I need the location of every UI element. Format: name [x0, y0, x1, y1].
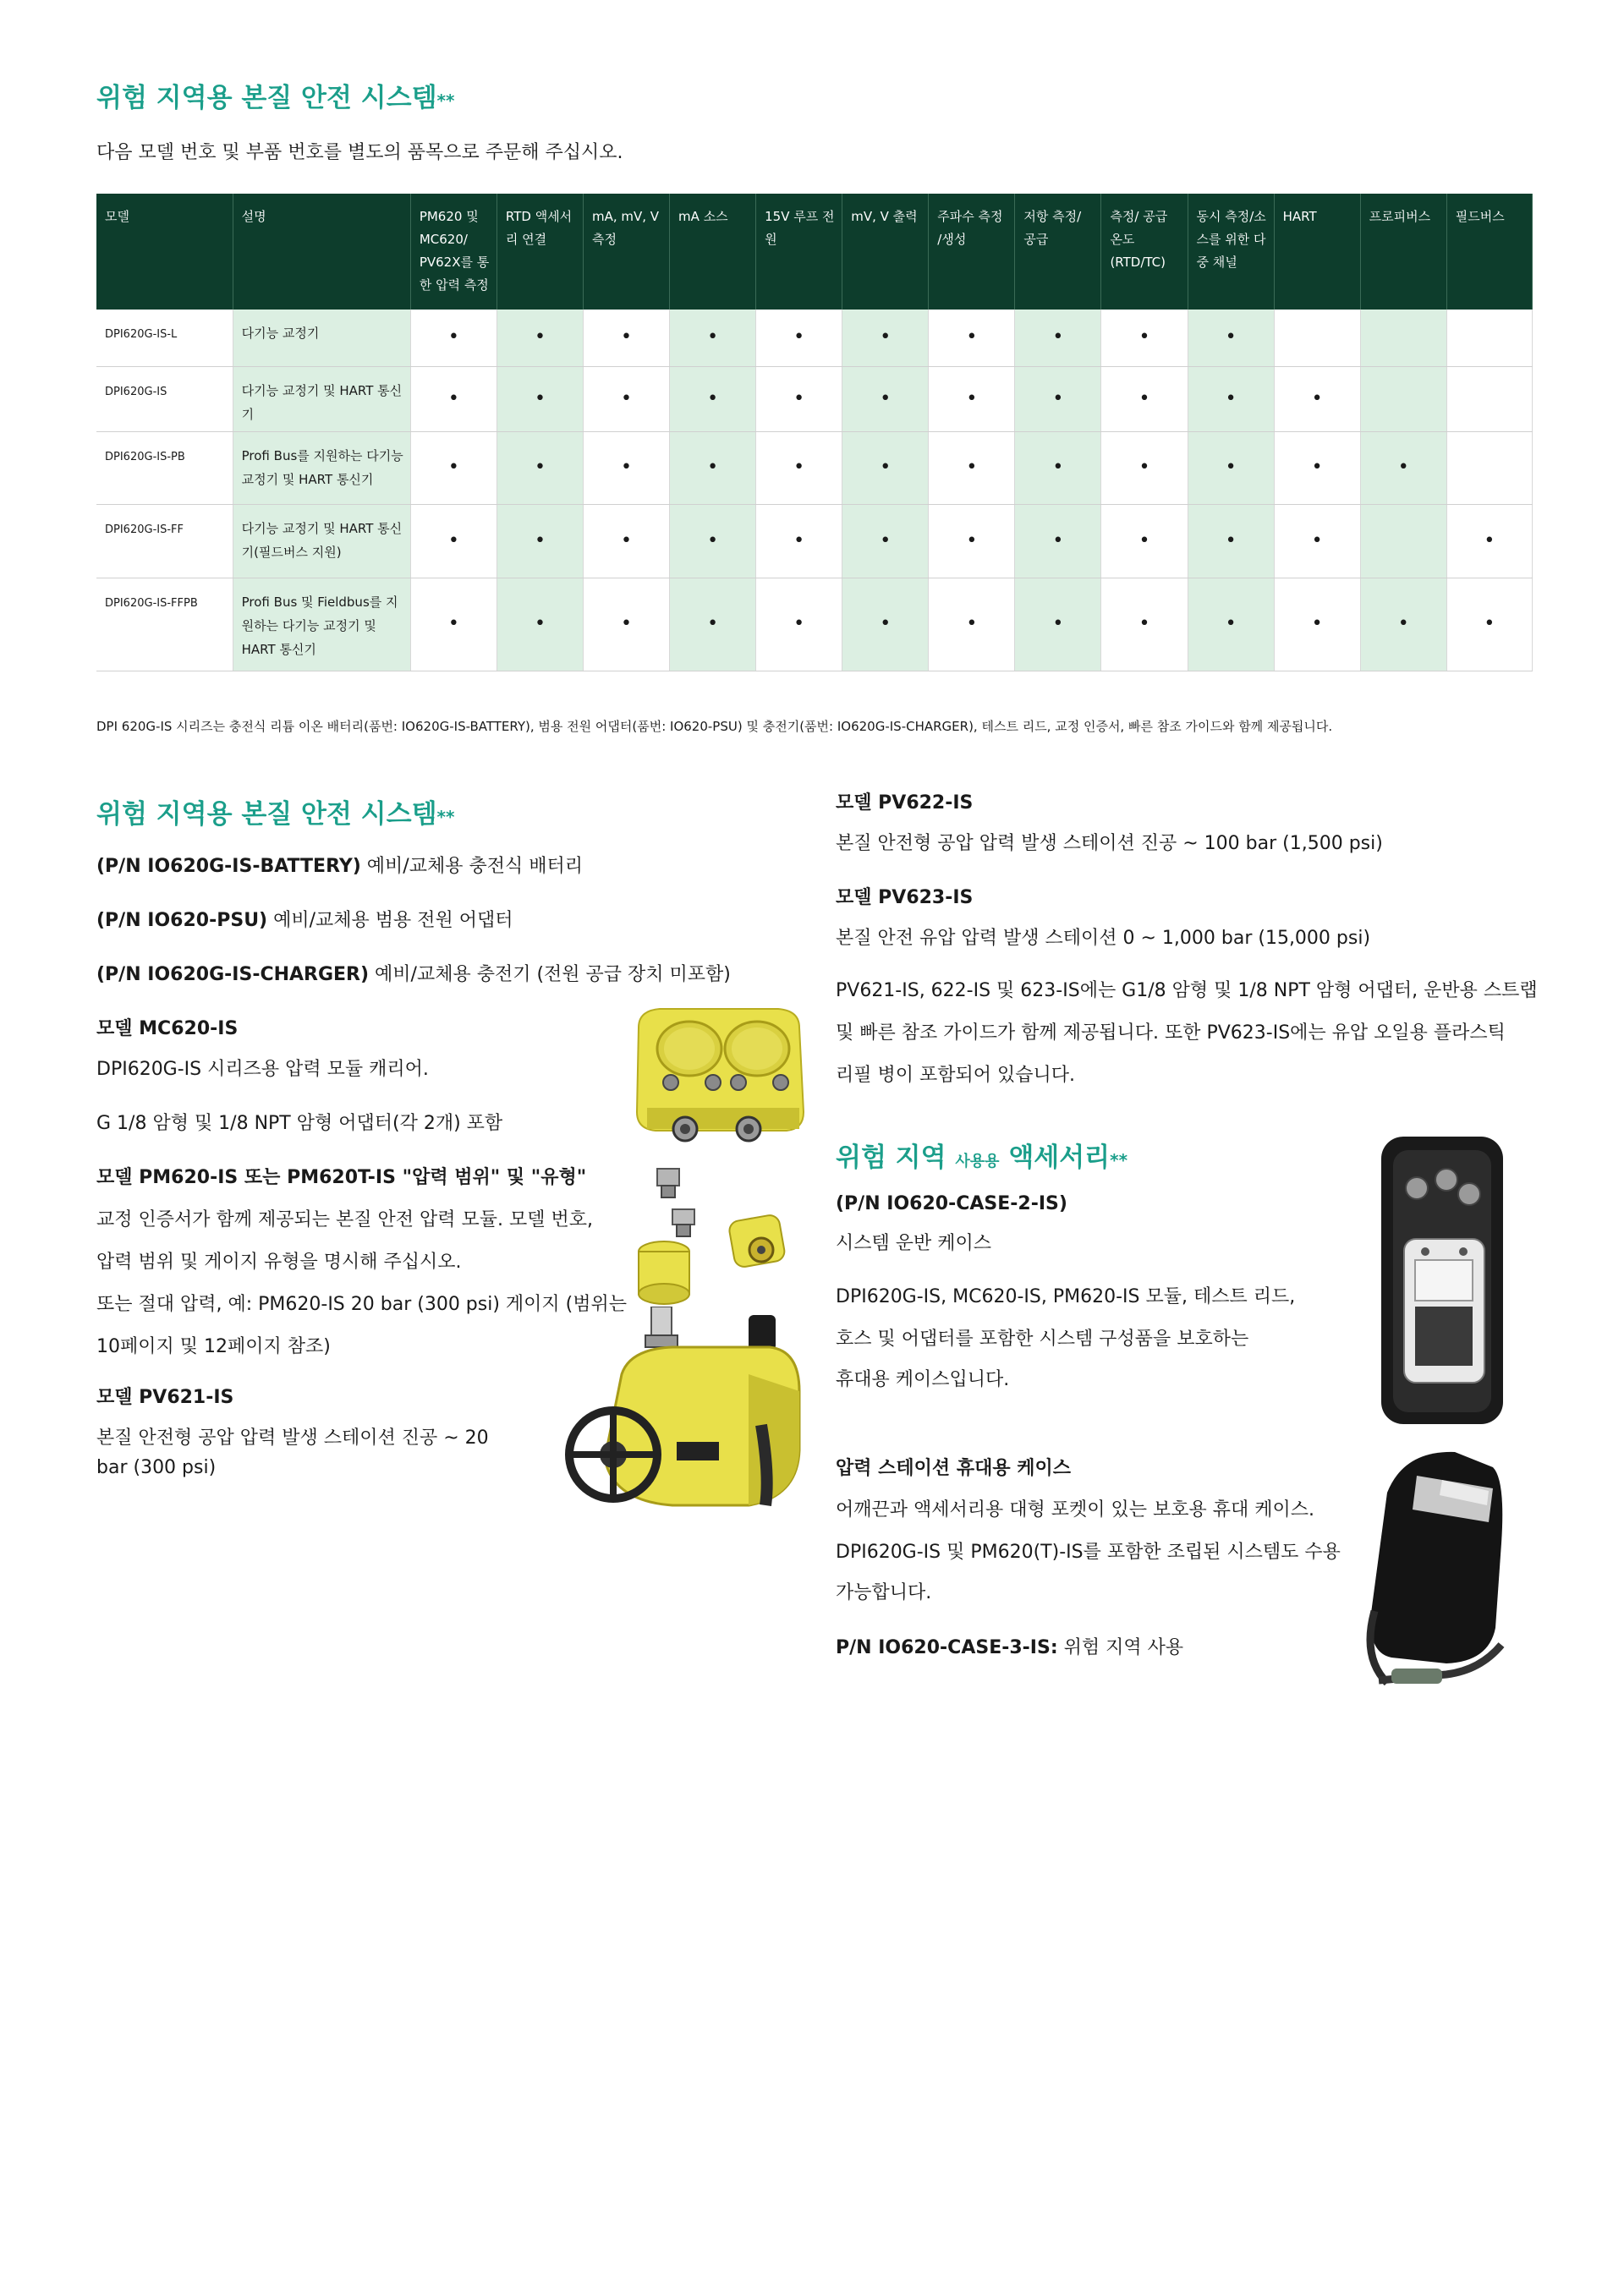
- feature-cell: [1015, 431, 1101, 504]
- feature-dot: •: [707, 387, 719, 409]
- feature-dot: •: [793, 387, 805, 409]
- psu-desc: 예비/교체용 범용 전원 어댑터: [267, 910, 513, 931]
- table-header-5: mA 소스: [670, 194, 756, 310]
- feature-cell: [1446, 366, 1532, 431]
- intro-text: 다음 모델 번호 및 부품 번호를 별도의 품목으로 주문해 주십시오.: [96, 142, 623, 163]
- pv621-station-image: [554, 1307, 816, 1539]
- case2-line-2: 호스 및 어댑터를 포함한 시스템 구성품을 보호하는: [836, 1329, 1249, 1350]
- table-header-13: 프로피버스: [1360, 194, 1446, 310]
- feature-dot: •: [1311, 457, 1323, 478]
- feature-cell: [583, 504, 669, 578]
- feature-dot: •: [1052, 387, 1064, 409]
- accessories-title-a: 위험 지역: [836, 1143, 956, 1173]
- feature-cell: [842, 431, 929, 504]
- feature-dot: •: [447, 529, 459, 551]
- feature-cell: [1015, 366, 1101, 431]
- pv623-heading: 모델 PV623-IS: [836, 887, 974, 908]
- feature-cell: [1188, 366, 1274, 431]
- station-case-image: [1353, 1442, 1510, 1696]
- feature-dot: •: [707, 529, 719, 551]
- feature-dot: •: [447, 326, 459, 348]
- table-header-11: 동시 측정/소스를 위한 다중 채널: [1188, 194, 1274, 310]
- feature-cell: [842, 366, 929, 431]
- feature-cell: [497, 310, 583, 366]
- feature-cell: [1446, 578, 1532, 671]
- feature-dot: •: [1225, 613, 1237, 634]
- feature-cell: [1101, 431, 1188, 504]
- feature-cell: [1015, 310, 1101, 366]
- case3-pn-desc: 위험 지역 사용: [1057, 1637, 1184, 1658]
- accessories-title-stars: **: [1110, 1150, 1128, 1170]
- feature-dot: •: [534, 326, 546, 348]
- feature-cell: [670, 310, 756, 366]
- pv623-line-1: 본질 안전 유압 압력 발생 스테이션 0 ~ 1,000 bar (15,000 psi): [836, 928, 1371, 949]
- feature-cell: [842, 578, 929, 671]
- feature-cell: [929, 366, 1015, 431]
- feature-cell: [1360, 431, 1446, 504]
- feature-cell: [1446, 310, 1532, 366]
- feature-cell: [1101, 578, 1188, 671]
- pm620-line-4: 10페이지 및 12페이지 참조): [96, 1336, 331, 1357]
- feature-dot: •: [534, 529, 546, 551]
- feature-cell: [497, 431, 583, 504]
- table-header-8: 주파수 측정 /생성: [929, 194, 1015, 310]
- description-cell: 다기능 교정기 및 HART 통신기(필드버스 지원): [233, 504, 410, 578]
- accessories-title-b: 액세서리: [999, 1143, 1111, 1173]
- case3-line-2: DPI620G-IS 및 PM620(T)-IS를 포함한 조립된 시스템도 수용: [836, 1542, 1341, 1563]
- feature-cell: [1188, 504, 1274, 578]
- feature-dot: •: [707, 326, 719, 348]
- feature-cell: [1360, 310, 1446, 366]
- feature-dot: •: [447, 387, 459, 409]
- feature-cell: [756, 366, 842, 431]
- feature-dot: •: [621, 613, 632, 634]
- feature-dot: •: [621, 457, 632, 478]
- feature-cell: [583, 578, 669, 671]
- feature-dot: •: [621, 529, 632, 551]
- feature-cell: [1360, 504, 1446, 578]
- case3-line-1: 어깨끈과 액세서리용 대형 포켓이 있는 보호용 휴대 케이스.: [836, 1499, 1314, 1521]
- feature-cell: [1015, 504, 1101, 578]
- feature-dot: •: [707, 457, 719, 478]
- mc620-line-2: G 1/8 암형 및 1/8 NPT 암형 어댑터(각 2개) 포함: [96, 1113, 503, 1134]
- table-header-2: PM620 및 MC620/ PV62X를 통한 압력 측정: [410, 194, 497, 310]
- accessories-title: [836, 1136, 1127, 1174]
- feature-cell: [1446, 504, 1532, 578]
- feature-cell: [929, 310, 1015, 366]
- feature-cell: [1274, 431, 1360, 504]
- feature-cell: [497, 366, 583, 431]
- feature-cell: [670, 504, 756, 578]
- model-cell: DPI620G-IS-L: [96, 310, 233, 366]
- feature-dot: •: [621, 387, 632, 409]
- feature-dot: •: [1225, 457, 1237, 478]
- case3-heading: 압력 스테이션 휴대용 케이스: [836, 1458, 1072, 1479]
- feature-dot: •: [793, 529, 805, 551]
- battery-pn: (P/N IO620G-IS-BATTERY): [96, 856, 361, 877]
- feature-cell: [497, 504, 583, 578]
- pv621-line-2: bar (300 psi): [96, 1457, 217, 1478]
- table-header-9: 저항 측정/ 공급: [1015, 194, 1101, 310]
- feature-cell: [756, 504, 842, 578]
- table-row: [96, 431, 1533, 504]
- feature-dot: •: [1397, 613, 1409, 634]
- case2-pn: (P/N IO620-CASE-2-IS): [836, 1193, 1067, 1214]
- table-header-0: 모델: [96, 194, 233, 310]
- feature-dot: •: [793, 326, 805, 348]
- pv622-line-1: 본질 안전형 공압 압력 발생 스테이션 진공 ~ 100 bar (1,500 psi): [836, 833, 1383, 854]
- charger-pn: (P/N IO620G-IS-CHARGER): [96, 964, 370, 985]
- feature-cell: [583, 431, 669, 504]
- description-cell: 다기능 교정기 및 HART 통신기: [233, 366, 410, 431]
- feature-cell: [842, 310, 929, 366]
- feature-dot: •: [966, 387, 978, 409]
- table-row: [96, 504, 1533, 578]
- feature-cell: [756, 578, 842, 671]
- table-header-4: mA, mV, V 측정: [583, 194, 669, 310]
- table-header-10: 측정/ 공급 온도(RTD/TC): [1101, 194, 1188, 310]
- case3-pn: P/N IO620-CASE-3-IS:: [836, 1637, 1058, 1658]
- left-section-title: [96, 792, 454, 830]
- feature-cell: [670, 578, 756, 671]
- feature-dot: •: [1225, 529, 1237, 551]
- feature-cell: [1188, 431, 1274, 504]
- feature-dot: •: [880, 457, 892, 478]
- mc620-heading: 모델 MC620-IS: [96, 1018, 239, 1039]
- feature-dot: •: [793, 457, 805, 478]
- system-case-image: [1374, 1133, 1510, 1429]
- feature-dot: •: [966, 529, 978, 551]
- feature-dot: •: [447, 613, 459, 634]
- feature-dot: •: [1052, 457, 1064, 478]
- pm620-line-3: 또는 절대 압력, 예: PM620-IS 20 bar (300 psi) 게이지 (범위는: [96, 1294, 628, 1315]
- case3-pn-line: [836, 1633, 1183, 1659]
- feature-cell: [1015, 578, 1101, 671]
- feature-dot: •: [1397, 457, 1409, 478]
- feature-cell: [497, 578, 583, 671]
- feature-dot: •: [793, 613, 805, 634]
- feature-dot: •: [880, 529, 892, 551]
- table-row: [96, 310, 1533, 366]
- spec-table: [96, 194, 1533, 671]
- pv622-heading: 모델 PV622-IS: [836, 792, 974, 814]
- battery-desc: 예비/교체용 충전식 배터리: [360, 856, 583, 877]
- feature-dot: •: [707, 613, 719, 634]
- feature-cell: [410, 578, 497, 671]
- case2-name: 시스템 운반 케이스: [836, 1233, 992, 1254]
- feature-cell: [670, 431, 756, 504]
- feature-dot: •: [1484, 613, 1495, 634]
- feature-cell: [1101, 310, 1188, 366]
- feature-cell: [756, 310, 842, 366]
- psu-line: [96, 906, 513, 932]
- feature-dot: •: [621, 326, 632, 348]
- feature-cell: [410, 310, 497, 366]
- feature-dot: •: [880, 613, 892, 634]
- table-header-12: HART: [1274, 194, 1360, 310]
- table-header-row: [96, 194, 1533, 310]
- feature-dot: •: [1138, 613, 1150, 634]
- feature-cell: [929, 431, 1015, 504]
- charger-desc: 예비/교체용 충전기 (전원 공급 장치 미포함): [369, 964, 731, 985]
- feature-dot: •: [1052, 529, 1064, 551]
- table-header-7: mV, V 출력: [842, 194, 929, 310]
- feature-dot: •: [1138, 529, 1150, 551]
- model-cell: DPI620G-IS: [96, 366, 233, 431]
- feature-dot: •: [1311, 387, 1323, 409]
- battery-line: [96, 852, 583, 878]
- feature-dot: •: [534, 387, 546, 409]
- left-title-stars: **: [436, 807, 455, 827]
- pv-note-line-1: PV621-IS, 622-IS 및 623-IS에는 G1/8 암형 및 1/8 NPT 암형 어댑터, 운반용 스트랩: [836, 980, 1538, 1001]
- feature-cell: [842, 504, 929, 578]
- accessories-title-small: 사용용: [955, 1153, 1000, 1170]
- mc620-line-1: DPI620G-IS 시리즈용 압력 모듈 캐리어.: [96, 1059, 429, 1080]
- pm620-module-image: [622, 1167, 816, 1307]
- feature-dot: •: [534, 613, 546, 634]
- feature-dot: •: [966, 326, 978, 348]
- feature-dot: •: [447, 457, 459, 478]
- feature-dot: •: [534, 457, 546, 478]
- pm620-line-1: 교정 인증서가 함께 제공되는 본질 안전 압력 모듈. 모델 번호,: [96, 1209, 593, 1230]
- feature-cell: [1188, 310, 1274, 366]
- description-cell: 다기능 교정기: [233, 310, 410, 366]
- feature-cell: [583, 366, 669, 431]
- feature-cell: [410, 366, 497, 431]
- left-title-text: 위험 지역용 본질 안전 시스템: [96, 799, 437, 830]
- feature-dot: •: [1052, 326, 1064, 348]
- pm620-heading: 모델 PM620-IS 또는 PM620T-IS "압력 범위" 및 "유형": [96, 1167, 587, 1188]
- model-cell: DPI620G-IS-PB: [96, 431, 233, 504]
- feature-dot: •: [966, 613, 978, 634]
- feature-dot: •: [1311, 613, 1323, 634]
- table-body: [96, 310, 1533, 671]
- feature-dot: •: [966, 457, 978, 478]
- table-header-6: 15V 루프 전원: [756, 194, 842, 310]
- section-title: [96, 76, 454, 114]
- mc620-carrier-image: [622, 1002, 816, 1163]
- pv-note-line-3: 리필 병이 포함되어 있습니다.: [836, 1065, 1075, 1086]
- title-stars: **: [436, 90, 455, 111]
- charger-line: [96, 960, 731, 986]
- feature-cell: [1360, 578, 1446, 671]
- feature-cell: [1274, 366, 1360, 431]
- feature-dot: •: [1225, 326, 1237, 348]
- feature-cell: [929, 504, 1015, 578]
- feature-dot: •: [1138, 326, 1150, 348]
- case3-line-3: 가능합니다.: [836, 1582, 932, 1603]
- table-header-14: 필드버스: [1446, 194, 1532, 310]
- table-header-1: 설명: [233, 194, 410, 310]
- table-row: [96, 578, 1533, 671]
- feature-cell: [1446, 431, 1532, 504]
- feature-cell: [1188, 578, 1274, 671]
- feature-cell: [1101, 504, 1188, 578]
- feature-cell: [1274, 504, 1360, 578]
- feature-dot: •: [1138, 387, 1150, 409]
- table-header-3: RTD 액세서리 연결: [497, 194, 583, 310]
- feature-cell: [1101, 366, 1188, 431]
- footnote: DPI 620G-IS 시리즈는 충전식 리튬 이온 배터리(품번: IO620G-IS-BATTERY), 범용 전원 어댑터(품번: IO620-PSU) 및 충전기(품번: IO620G-IS-CHARGER), 테스트 리드, 교정 인증서, 빠른 참조 가이드와 함께 제공됩니다.: [96, 719, 1333, 734]
- feature-dot: •: [880, 387, 892, 409]
- case2-line-3: 휴대용 케이스입니다.: [836, 1369, 1010, 1390]
- feature-cell: [1274, 578, 1360, 671]
- pm620-line-2: 압력 범위 및 게이지 유형을 명시해 주십시오.: [96, 1252, 462, 1273]
- section-title-text: 위험 지역용 본질 안전 시스템: [96, 83, 437, 113]
- feature-dot: •: [880, 326, 892, 348]
- table-row: [96, 366, 1533, 431]
- model-cell: DPI620G-IS-FFPB: [96, 578, 233, 671]
- feature-dot: •: [1138, 457, 1150, 478]
- feature-cell: [1274, 310, 1360, 366]
- feature-cell: [756, 431, 842, 504]
- feature-cell: [410, 504, 497, 578]
- feature-cell: [410, 431, 497, 504]
- feature-dot: •: [1484, 529, 1495, 551]
- case2-line-1: DPI620G-IS, MC620-IS, PM620-IS 모듈, 테스트 리드,: [836, 1286, 1296, 1307]
- model-cell: DPI620G-IS-FF: [96, 504, 233, 578]
- feature-dot: •: [1311, 529, 1323, 551]
- description-cell: Profi Bus 및 Fieldbus를 지원하는 다기능 교정기 및 HART 통신기: [233, 578, 410, 671]
- feature-cell: [1360, 366, 1446, 431]
- description-cell: Profi Bus를 지원하는 다기능 교정기 및 HART 통신기: [233, 431, 410, 504]
- pv621-line-1: 본질 안전형 공압 압력 발생 스테이션 진공 ~ 20: [96, 1427, 489, 1449]
- feature-dot: •: [1052, 613, 1064, 634]
- pv621-heading: 모델 PV621-IS: [96, 1387, 234, 1408]
- feature-cell: [583, 310, 669, 366]
- feature-cell: [929, 578, 1015, 671]
- feature-dot: •: [1225, 387, 1237, 409]
- pv-note-line-2: 및 빠른 참조 가이드가 함께 제공됩니다. 또한 PV623-IS에는 유압 오일용 플라스틱: [836, 1022, 1506, 1044]
- psu-pn: (P/N IO620-PSU): [96, 910, 268, 931]
- feature-cell: [670, 366, 756, 431]
